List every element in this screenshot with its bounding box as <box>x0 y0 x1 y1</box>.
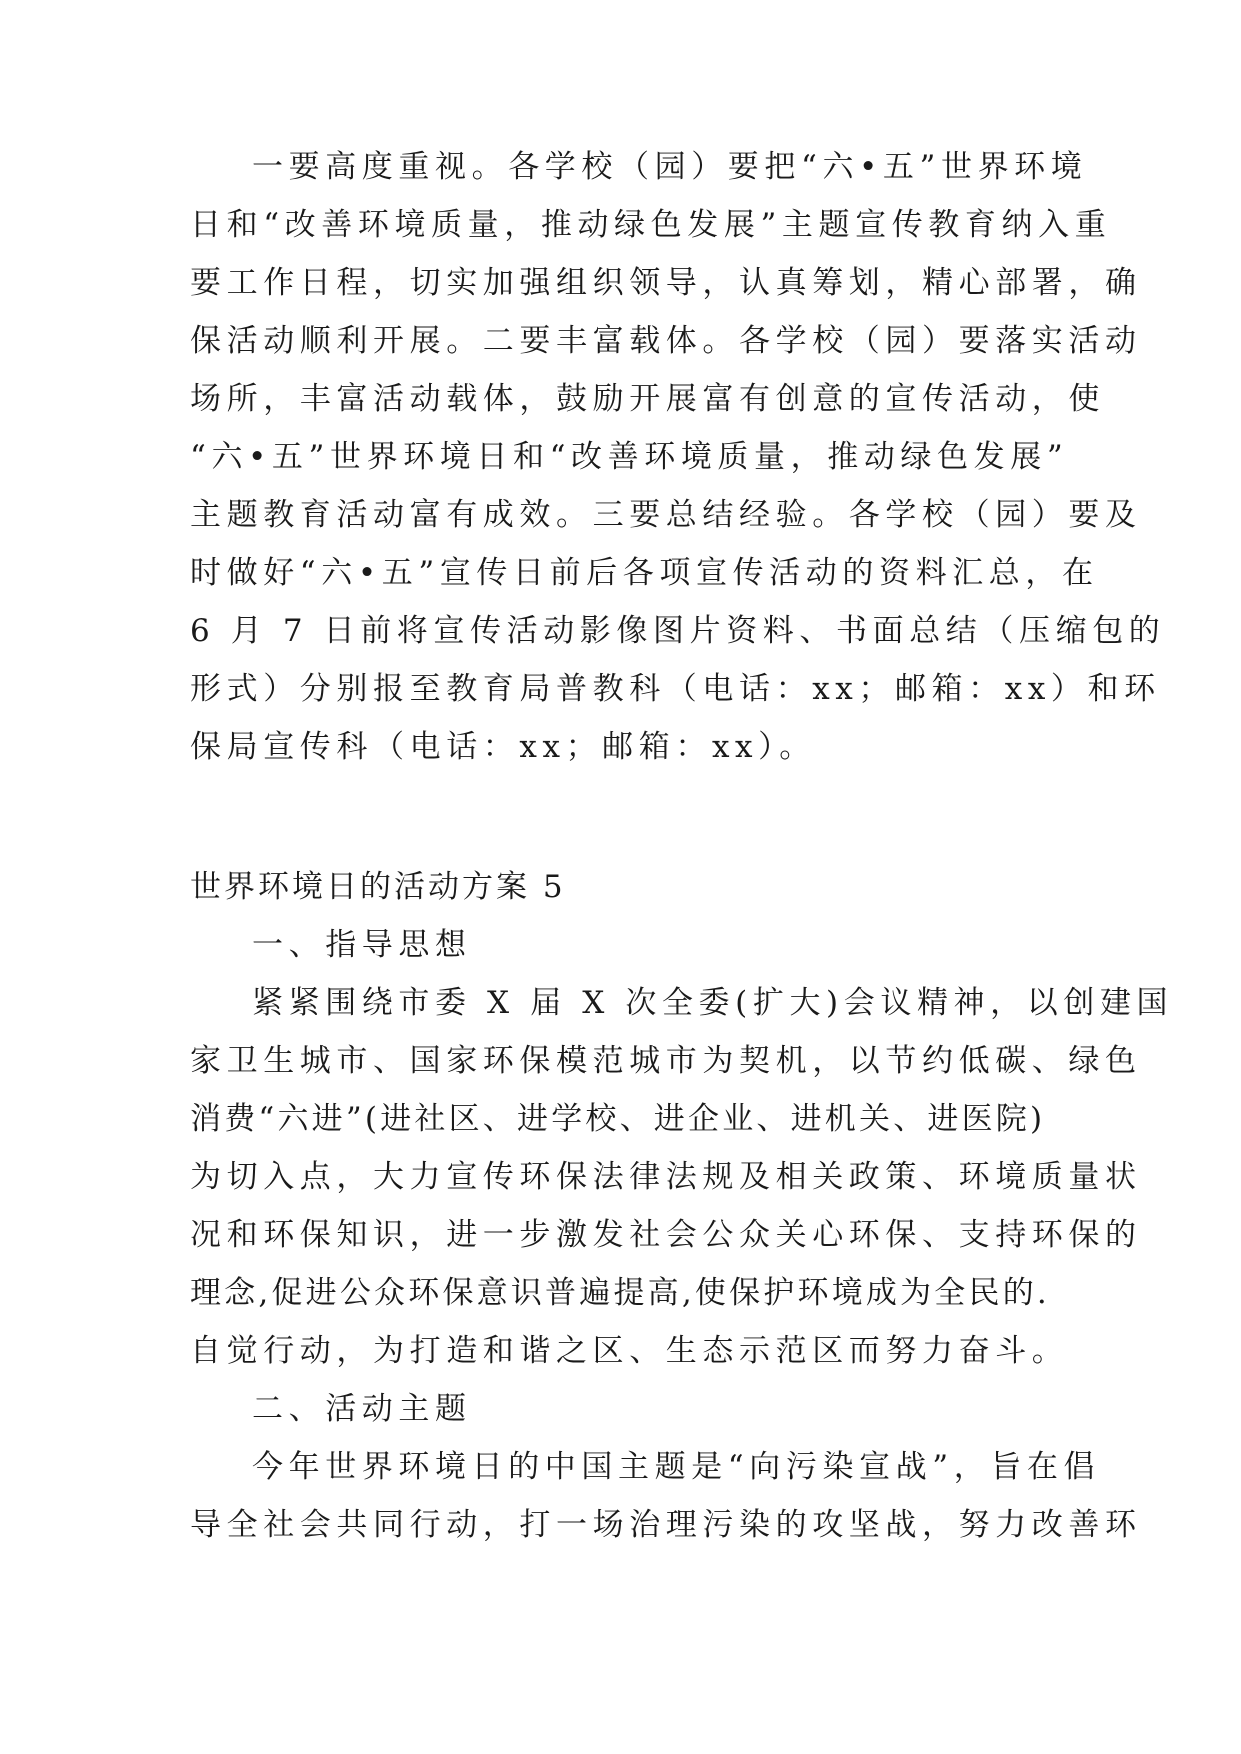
text-line: 6 月 7 日前将宣传活动影像图片资料、书面总结（压缩包的 <box>190 613 1166 649</box>
heading-activity-theme: 二、活动主题 <box>252 1391 472 1427</box>
heading-guiding-ideology: 一、指导思想 <box>252 927 472 963</box>
text-line: 一要高度重视。各学校（园）要把“六•五”世界环境 <box>252 149 1088 185</box>
text-line: 导全社会共同行动，打一场治理污染的攻坚战，努力改善环 <box>190 1507 1142 1543</box>
text-line: 形式）分别报至教育局普教科（电话：xx；邮箱：xx）和环 <box>190 671 1161 707</box>
text-line: 要工作日程，切实加强组织领导，认真筹划，精心部署，确 <box>190 265 1142 301</box>
section-title: 世界环境日的活动方案 5 <box>190 869 566 905</box>
paragraph-requirements <box>190 138 1166 776</box>
text-line: 主题教育活动富有成效。三要总结经验。各学校（园）要及 <box>190 497 1142 533</box>
text-line: 时做好“六•五”宣传日前后各项宣传活动的资料汇总，在 <box>190 555 1099 591</box>
text-line: “六•五”世界环境日和“改善环境质量，推动绿色发展” <box>190 439 1069 475</box>
text-line: 为切入点，大力宣传环保法律法规及相关政策、环境质量状 <box>190 1159 1142 1195</box>
text-line: 自觉行动，为打造和谐之区、生态示范区而努力奋斗。 <box>190 1333 1069 1369</box>
text-line: 场所，丰富活动载体，鼓励开展富有创意的宣传活动，使 <box>190 381 1105 417</box>
text-line: 紧紧围绕市委 X 届 X 次全委(扩大)会议精神，以创建国 <box>252 985 1174 1021</box>
text-line: 保局宣传科（电话：xx；邮箱：xx）。 <box>190 729 816 765</box>
text-line: 保活动顺利开展。二要丰富载体。各学校（园）要落实活动 <box>190 323 1142 359</box>
text-line: 日和“改善环境质量，推动绿色发展”主题宣传教育纳入重 <box>190 207 1112 243</box>
text-line: 家卫生城市、国家环保模范城市为契机，以节约低碳、绿色 <box>190 1043 1142 1079</box>
text-line: 况和环保知识，进一步激发社会公众关心环保、支持环保的 <box>190 1217 1142 1253</box>
text-line: 消费“六进”(进社区、进学校、进企业、进机关、进医院) <box>190 1101 1046 1137</box>
text-line: 今年世界环境日的中国主题是“向污染宣战”，旨在倡 <box>252 1449 1101 1485</box>
section-body <box>190 916 1174 1554</box>
text-line: 理念,促进公众环保意识普遍提高,使保护环境成为全民的. <box>190 1275 1050 1311</box>
